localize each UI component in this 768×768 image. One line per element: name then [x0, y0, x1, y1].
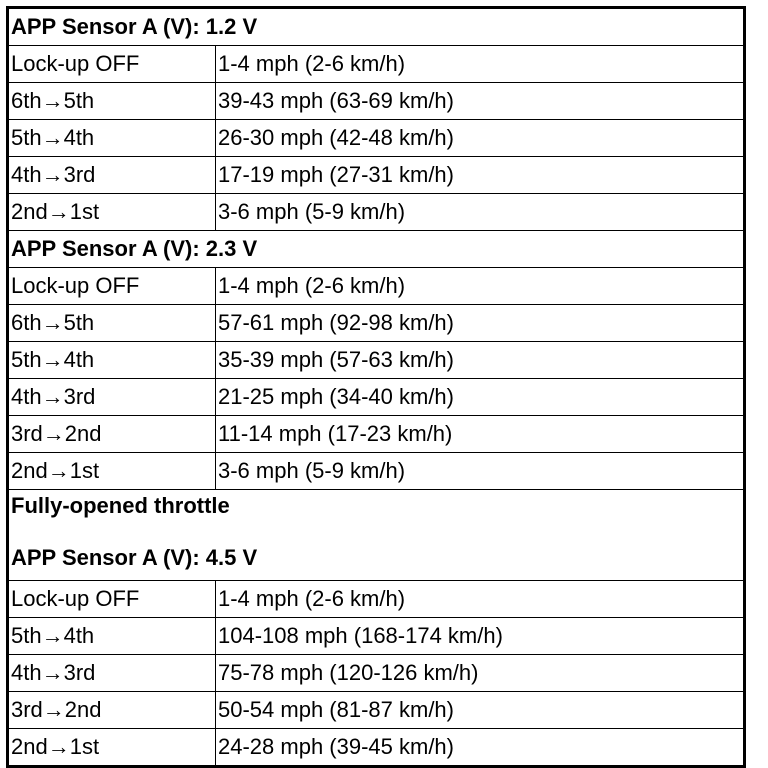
speed-cell: 3-6 mph (5-9 km/h) [216, 194, 745, 231]
speed-cell: 3-6 mph (5-9 km/h) [216, 453, 745, 490]
table-row [8, 692, 745, 729]
table-row [8, 342, 745, 379]
section-header-row [8, 8, 745, 46]
table-row [8, 83, 745, 120]
shift-cell: 2nd→1st [8, 729, 216, 767]
section-header-row [8, 231, 745, 268]
section-note: Fully-opened throttle [11, 493, 230, 518]
shift-cell: 4th→3rd [8, 379, 216, 416]
section-header-cell [8, 490, 745, 581]
speed-cell: 11-14 mph (17-23 km/h) [216, 416, 745, 453]
speed-cell: 57-61 mph (92-98 km/h) [216, 305, 745, 342]
speed-cell: 35-39 mph (57-63 km/h) [216, 342, 745, 379]
section-header-row [8, 490, 745, 581]
shift-cell: 3rd→2nd [8, 416, 216, 453]
speed-cell: 21-25 mph (34-40 km/h) [216, 379, 745, 416]
section-header: APP Sensor A (V): 2.3 V [8, 231, 745, 268]
shift-cell: Lock-up OFF [8, 581, 216, 618]
speed-cell: 50-54 mph (81-87 km/h) [216, 692, 745, 729]
shift-cell: 6th→5th [8, 305, 216, 342]
table-row [8, 157, 745, 194]
table-row [8, 581, 745, 618]
table-row [8, 453, 745, 490]
table-row [8, 305, 745, 342]
shift-cell: 3rd→2nd [8, 692, 216, 729]
shift-cell: Lock-up OFF [8, 268, 216, 305]
shift-cell: 5th→4th [8, 342, 216, 379]
table-row [8, 120, 745, 157]
table-row [8, 379, 745, 416]
table-row [8, 268, 745, 305]
section-header: APP Sensor A (V): 4.5 V [11, 545, 258, 570]
shift-speed-table-body [8, 8, 745, 767]
shift-speed-table-container [6, 6, 743, 768]
shift-cell: 5th→4th [8, 618, 216, 655]
shift-cell: 2nd→1st [8, 453, 216, 490]
shift-cell: Lock-up OFF [8, 46, 216, 83]
section-note-spacer [11, 520, 741, 544]
speed-cell: 39-43 mph (63-69 km/h) [216, 83, 745, 120]
shift-cell: 6th→5th [8, 83, 216, 120]
speed-cell: 17-19 mph (27-31 km/h) [216, 157, 745, 194]
shift-cell: 4th→3rd [8, 655, 216, 692]
shift-cell: 5th→4th [8, 120, 216, 157]
table-row [8, 416, 745, 453]
shift-cell: 2nd→1st [8, 194, 216, 231]
speed-cell: 1-4 mph (2-6 km/h) [216, 581, 745, 618]
shift-cell: 4th→3rd [8, 157, 216, 194]
table-row [8, 618, 745, 655]
table-row [8, 729, 745, 767]
speed-cell: 24-28 mph (39-45 km/h) [216, 729, 745, 767]
section-header: APP Sensor A (V): 1.2 V [8, 8, 745, 46]
speed-cell: 26-30 mph (42-48 km/h) [216, 120, 745, 157]
speed-cell: 1-4 mph (2-6 km/h) [216, 268, 745, 305]
table-row [8, 46, 745, 83]
speed-cell: 75-78 mph (120-126 km/h) [216, 655, 745, 692]
shift-speed-table [6, 6, 746, 768]
table-row [8, 194, 745, 231]
speed-cell: 1-4 mph (2-6 km/h) [216, 46, 745, 83]
speed-cell: 104-108 mph (168-174 km/h) [216, 618, 745, 655]
table-row [8, 655, 745, 692]
